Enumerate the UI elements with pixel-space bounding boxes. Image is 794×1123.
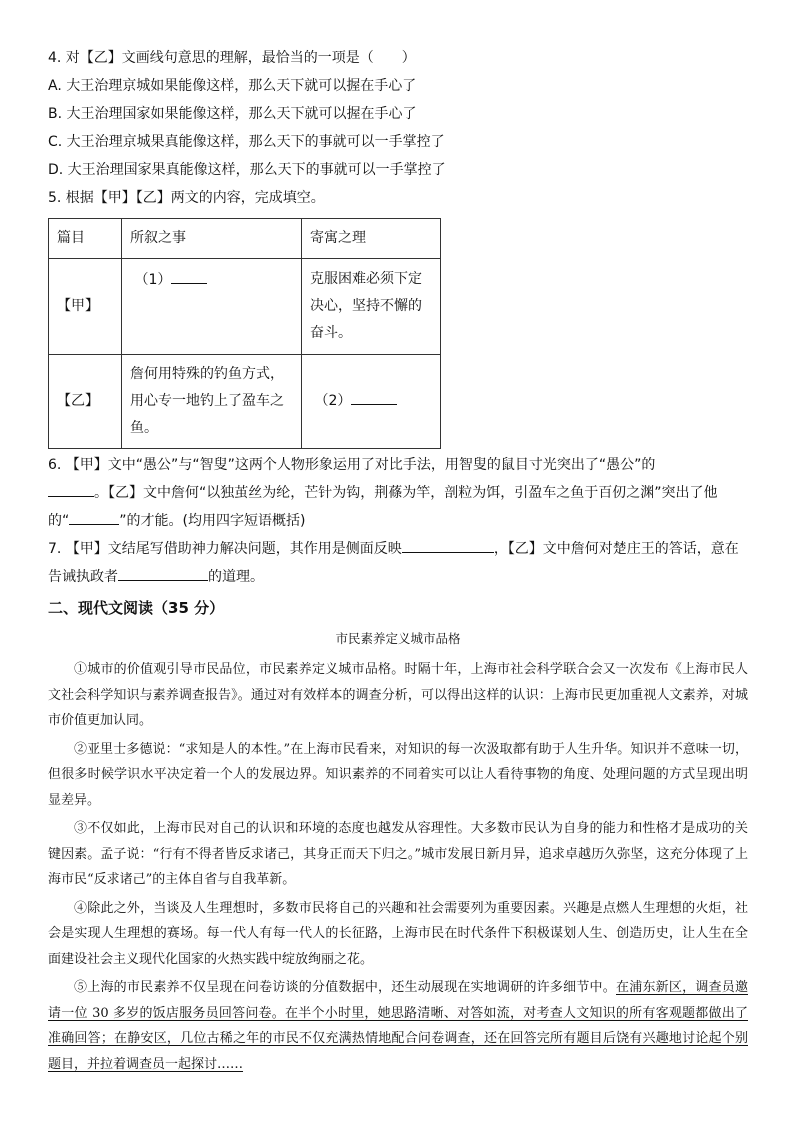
paragraph-5-plain: ⑤上海的市民素养不仅呈现在问卷访谈的分值数据中，还生动展现在实地调研的许多细节中。: [74, 980, 616, 995]
paragraph-4: ④除此之外，当谈及人生理想时，多数市民将自己的兴趣和社会需要列为重要因素。兴趣是点燃人生理想的火炬，社会是实现人生理想的赛场。每一代人有每一代人的长征路，上海市民在时代条件下积极谋划人生、创造历史，让人生在全面建设社会主义现代化国家的火热实践中绽放绚丽之花。: [48, 900, 748, 967]
header-title: 篇目: [49, 219, 122, 259]
row2-title: 【乙】: [49, 355, 122, 449]
answer-blank-5[interactable]: [402, 538, 494, 553]
row2-lesson-label: （2）: [314, 393, 352, 409]
q7-line2-a: 告诫执政者: [48, 569, 118, 585]
row1-event-label: （1）: [134, 272, 172, 288]
q7-line1: [48, 535, 748, 563]
q6-line3: [48, 507, 748, 535]
answer-blank-3[interactable]: [48, 482, 94, 497]
q5-fill-table: [48, 218, 441, 449]
q6-line3-before: 的“: [48, 513, 70, 529]
row1-lesson: 克服困难必须下定决心，坚持不懈的奋斗。: [302, 259, 441, 355]
paragraph-1: ①城市的价值观引导市民品位，市民素养定义城市品格。时隔十年，上海市社会科学联合会又一次发布《上海市民人文社会科学知识与素养调查报告》。通过对有效样本的调查分析，可以得出这样的认识：上海市民更加重视人文素养，对城市价值更加认同。: [48, 662, 748, 728]
q5-stem: 5. 根据【甲】【乙】两文的内容，完成填空。: [48, 190, 325, 206]
q4-stem: 4. 对【乙】文画线句意思的理解，最恰当的一项是（ ）: [48, 50, 416, 66]
article-title: 市民素养定义城市品格: [335, 631, 461, 646]
q7-line2: [48, 563, 748, 591]
row2-event: 詹何用特殊的钓鱼方式，用心专一地钓上了盈车之鱼。: [122, 355, 302, 449]
table-header-row: [49, 219, 441, 259]
q4-option-a: A. 大王治理京城如果能像这样，那么天下就可以握在手心了: [48, 78, 417, 94]
table-row: [49, 259, 441, 355]
row1-title: 【甲】: [49, 259, 122, 355]
q6-line2-text: 。【乙】文中詹何“以独茧丝为纶，芒针为钩，荆蓧为竿，剖粒为饵，引盈车之鱼于百仞之渊”突出了他: [94, 485, 718, 501]
q7-line2-b: 的道理。: [208, 569, 264, 585]
paragraph-3: ③不仅如此，上海市民对自己的认识和环境的态度也越发从容理性。大多数市民认为自身的能力和性格才是成功的关键因素。孟子说：“行有不得者皆反求诸己，其身正而天下归之。”城市发展日新月异，追求卓越历久弥坚，这充分体现了上海市民“反求诸己”的主体自省与自我革新。: [48, 821, 748, 887]
paragraph-5-underlined: 在浦东新区，调查员邀请一位 30 多岁的饭店服务员回答问卷。在半个小时里，她思路清晰、对答如流，对考查人文知识的所有客观题都做出了准确回答；在静安区，几位古稀之年的市民不仅充满热情地配合问卷调查，还在回答完所有题目后饶有兴趣地讨论起个别题目，并拉着调查员一起探讨……: [48, 980, 748, 1072]
q6-line3-after: ”的才能。(均用四字短语概括): [119, 513, 306, 529]
paragraph-5: [48, 975, 748, 1077]
q4-option-d: D. 大王治理国家果真能像这样，那么天下的事就可以一手掌控了: [48, 162, 446, 178]
exam-page: [48, 44, 748, 1080]
header-lesson: 寄寓之理: [302, 219, 441, 259]
q6-line2: [48, 479, 748, 507]
q7-line1-b: ，【乙】文中詹何对楚庄王的答话，意在: [493, 541, 739, 557]
q4-option-c: C. 大王治理京城果真能像这样，那么天下的事就可以一手掌控了: [48, 134, 445, 150]
table-row: [49, 355, 441, 449]
q6-line1: 6. 【甲】文中“愚公”与“智叟”这两个人物形象运用了对比手法，用智叟的鼠目寸光突出了“愚公”的: [48, 457, 656, 473]
header-event: 所叙之事: [122, 219, 302, 259]
q4-option-b: B. 大王治理国家如果能像这样，那么天下就可以握在手心了: [48, 106, 417, 122]
paragraph-2: ②亚里士多德说：“求知是人的本性。”在上海市民看来，对知识的每一次汲取都有助于人生升华。知识并不意味一切，但很多时候学识水平决定着一个人的发展边界。知识素养的不同着实可以让人看待事物的角度、处理问题的方式呈现出明显差异。: [48, 741, 748, 808]
answer-blank-1[interactable]: [171, 269, 207, 284]
section-title: 二、现代文阅读（35 分）: [48, 599, 225, 617]
row2-lesson-cell: [302, 355, 441, 449]
answer-blank-4[interactable]: [69, 510, 119, 525]
q7-line1-a: 7. 【甲】文结尾写借助神力解决问题，其作用是侧面反映: [48, 541, 402, 557]
row1-event-cell: [122, 259, 302, 355]
answer-blank-2[interactable]: [351, 390, 397, 405]
answer-blank-6[interactable]: [118, 566, 208, 581]
